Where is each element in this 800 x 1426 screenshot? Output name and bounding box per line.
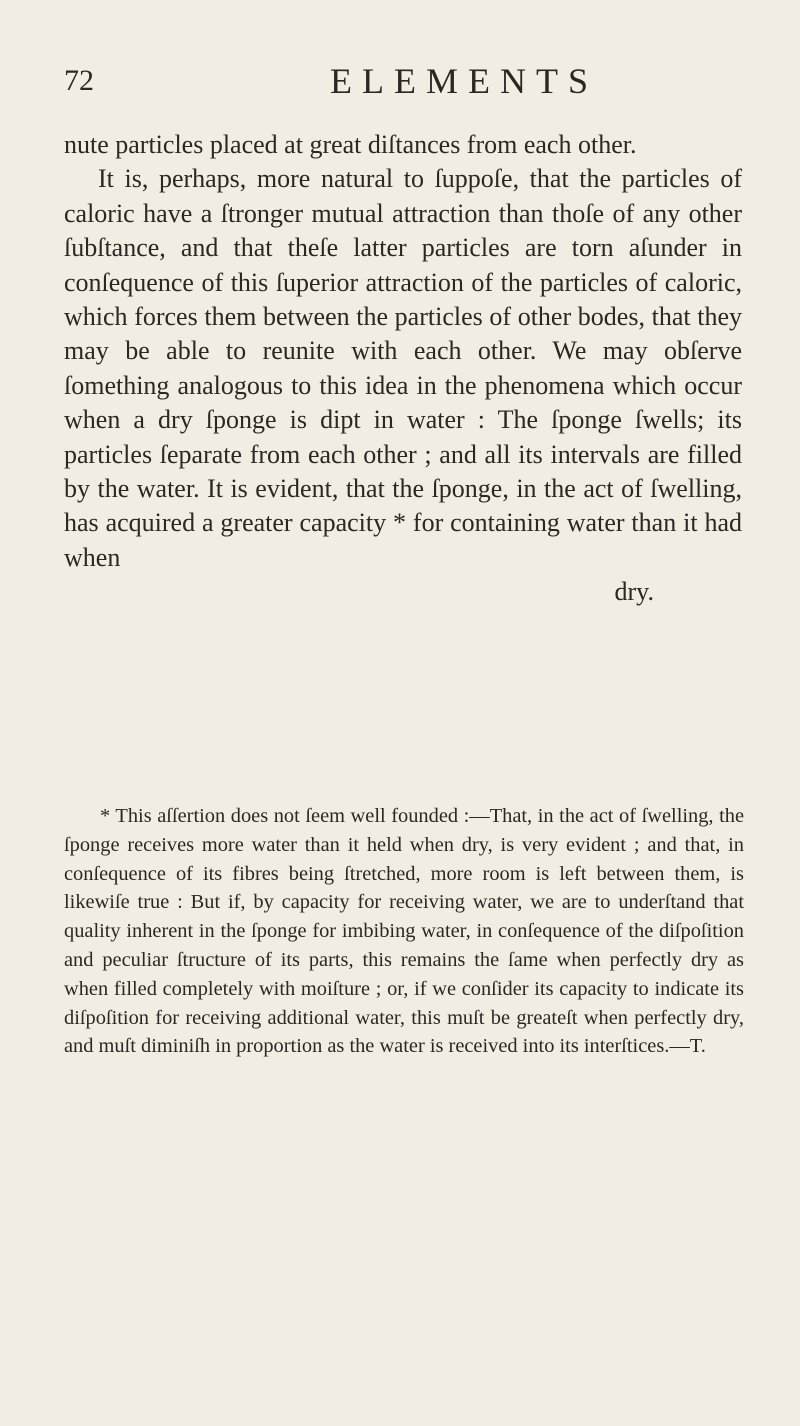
body-paragraph: It is, perhaps, more natural to ſuppoſe, that the particles of caloric have a ſtronger mutual attraction than thoſe of any other ſubſtance, and that theſe latter particles are torn aſunder in conſequence of this ſuperior attraction of the particles of caloric, which forces them between the particles of other bodes, that they may be able to reunite with each other. We may obſerve ſomething analogous to this idea in the phenomena which occur when a dry ſponge is dipt in water : The ſponge ſwells; its particles ſeparate from each other ; and all its intervals are filled by the water. It is evident, that the ſponge, in the act of ſwelling, has acquired a greater capacity * for containing water than it had when: [64, 164, 742, 572]
catchword-line: dry.: [614, 577, 654, 607]
page-number: 72: [64, 64, 94, 97]
main-text: [64, 128, 742, 610]
running-title: ELEMENTS: [330, 61, 598, 101]
footnote-text: * This aſſertion does not ſeem well founded :—That, in the act of ſwelling, the ſponge receives more water than it held when dry, is very evident ; and that, in conſequence of its fibres being ſtretched, more room is left between them, is likewiſe true : But if, by capacity for receiving water, we are to underſtand that quality inherent in the ſponge for imbibing water, in conſequence of the diſpoſition and peculiar ſtructure of its parts, this remains the ſame when perfectly dry as when filled completely with moiſture ; or, if we conſider its capacity to indicate its diſpoſition for receiving additional water, this muſt be greateſt when perfectly dry, and muſt diminiſh in proportion as the water is received into its interſtices.—T.: [64, 805, 744, 1058]
continuation-paragraph: nute particles placed at great diſtances from each other.: [64, 130, 637, 159]
running-head: [64, 56, 744, 106]
footnote: [64, 802, 744, 1061]
